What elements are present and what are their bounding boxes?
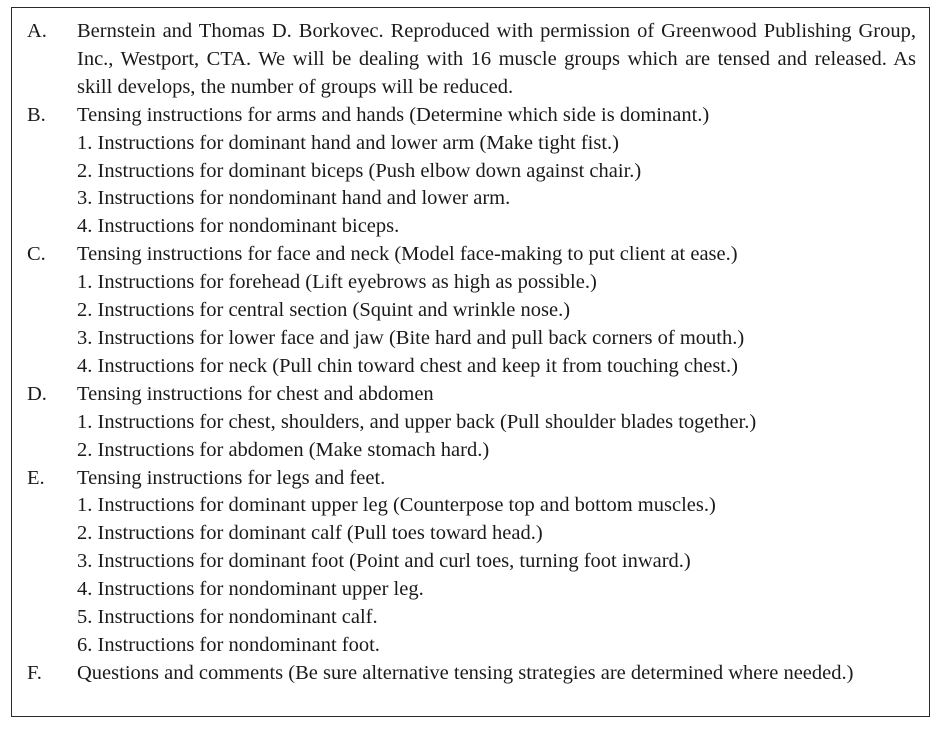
list-item: 3. Instructions for nondominant hand and lower arm.	[77, 187, 511, 210]
list-item: 3. Instructions for dominant foot (Point and curl toes, turning foot inward.)	[77, 550, 691, 573]
list-item: 1. Instructions for dominant hand and lower arm (Make tight fist.)	[77, 131, 619, 154]
list-item: 1. Instructions for chest, shoulders, and upper back (Pull shoulder blades together.)	[77, 410, 757, 433]
section-heading: Tensing instructions for chest and abdomen	[77, 382, 434, 405]
list-item: 4. Instructions for nondominant upper leg.	[77, 578, 424, 601]
list-item: 2. Instructions for central section (Squint and wrinkle nose.)	[77, 299, 571, 322]
section-d	[27, 381, 916, 465]
section-heading: Questions and comments (Be sure alternative tensing strategies are determined where needed.)	[77, 661, 854, 684]
section-f	[27, 660, 916, 688]
sub-list	[27, 269, 916, 381]
section-label: C.	[27, 243, 46, 266]
section-label: A.	[27, 20, 47, 42]
list-item: 2. Instructions for dominant biceps (Push elbow down against chair.)	[77, 159, 642, 182]
list-item: 2. Instructions for dominant calf (Pull toes toward head.)	[77, 522, 543, 545]
section-c	[27, 241, 916, 381]
list-item: 1. Instructions for forehead (Lift eyebrows as high as possible.)	[77, 271, 597, 294]
instruction-outline	[27, 18, 916, 688]
list-item: 2. Instructions for abdomen (Make stomach hard.)	[77, 438, 490, 461]
list-item: 3. Instructions for lower face and jaw (Bite hard and pull back corners of mouth.)	[77, 326, 745, 349]
section-label: B.	[27, 103, 46, 126]
list-item: 4. Instructions for neck (Pull chin toward chest and keep it from touching chest.)	[77, 354, 738, 377]
list-item: 6. Instructions for nondominant foot.	[77, 633, 380, 656]
section-heading: Tensing instructions for legs and feet.	[77, 466, 386, 489]
section-heading: Bernstein and Thomas D. Borkovec. Reproduced with permission of Greenwood Publishing Group, Inc., Westport, CTA. We will be dealing with 16 muscle groups which are tensed and released. As skill develops, the number of groups will be reduced.	[77, 20, 916, 98]
list-item: 1. Instructions for dominant upper leg (Counterpose top and bottom muscles.)	[77, 494, 716, 517]
section-label: E.	[27, 466, 45, 489]
list-item: 5. Instructions for nondominant calf.	[77, 606, 378, 629]
section-heading: Tensing instructions for face and neck (Model face-making to put client at ease.)	[77, 243, 738, 266]
section-heading: Tensing instructions for arms and hands (Determine which side is dominant.)	[77, 103, 710, 126]
sub-list	[27, 409, 916, 465]
section-label: F.	[27, 661, 42, 684]
list-item: 4. Instructions for nondominant biceps.	[77, 215, 400, 238]
sub-list	[27, 130, 916, 242]
sub-list	[27, 492, 916, 659]
section-b	[27, 102, 916, 242]
section-label: D.	[27, 382, 47, 405]
section-a	[27, 18, 916, 102]
section-e	[27, 465, 916, 660]
